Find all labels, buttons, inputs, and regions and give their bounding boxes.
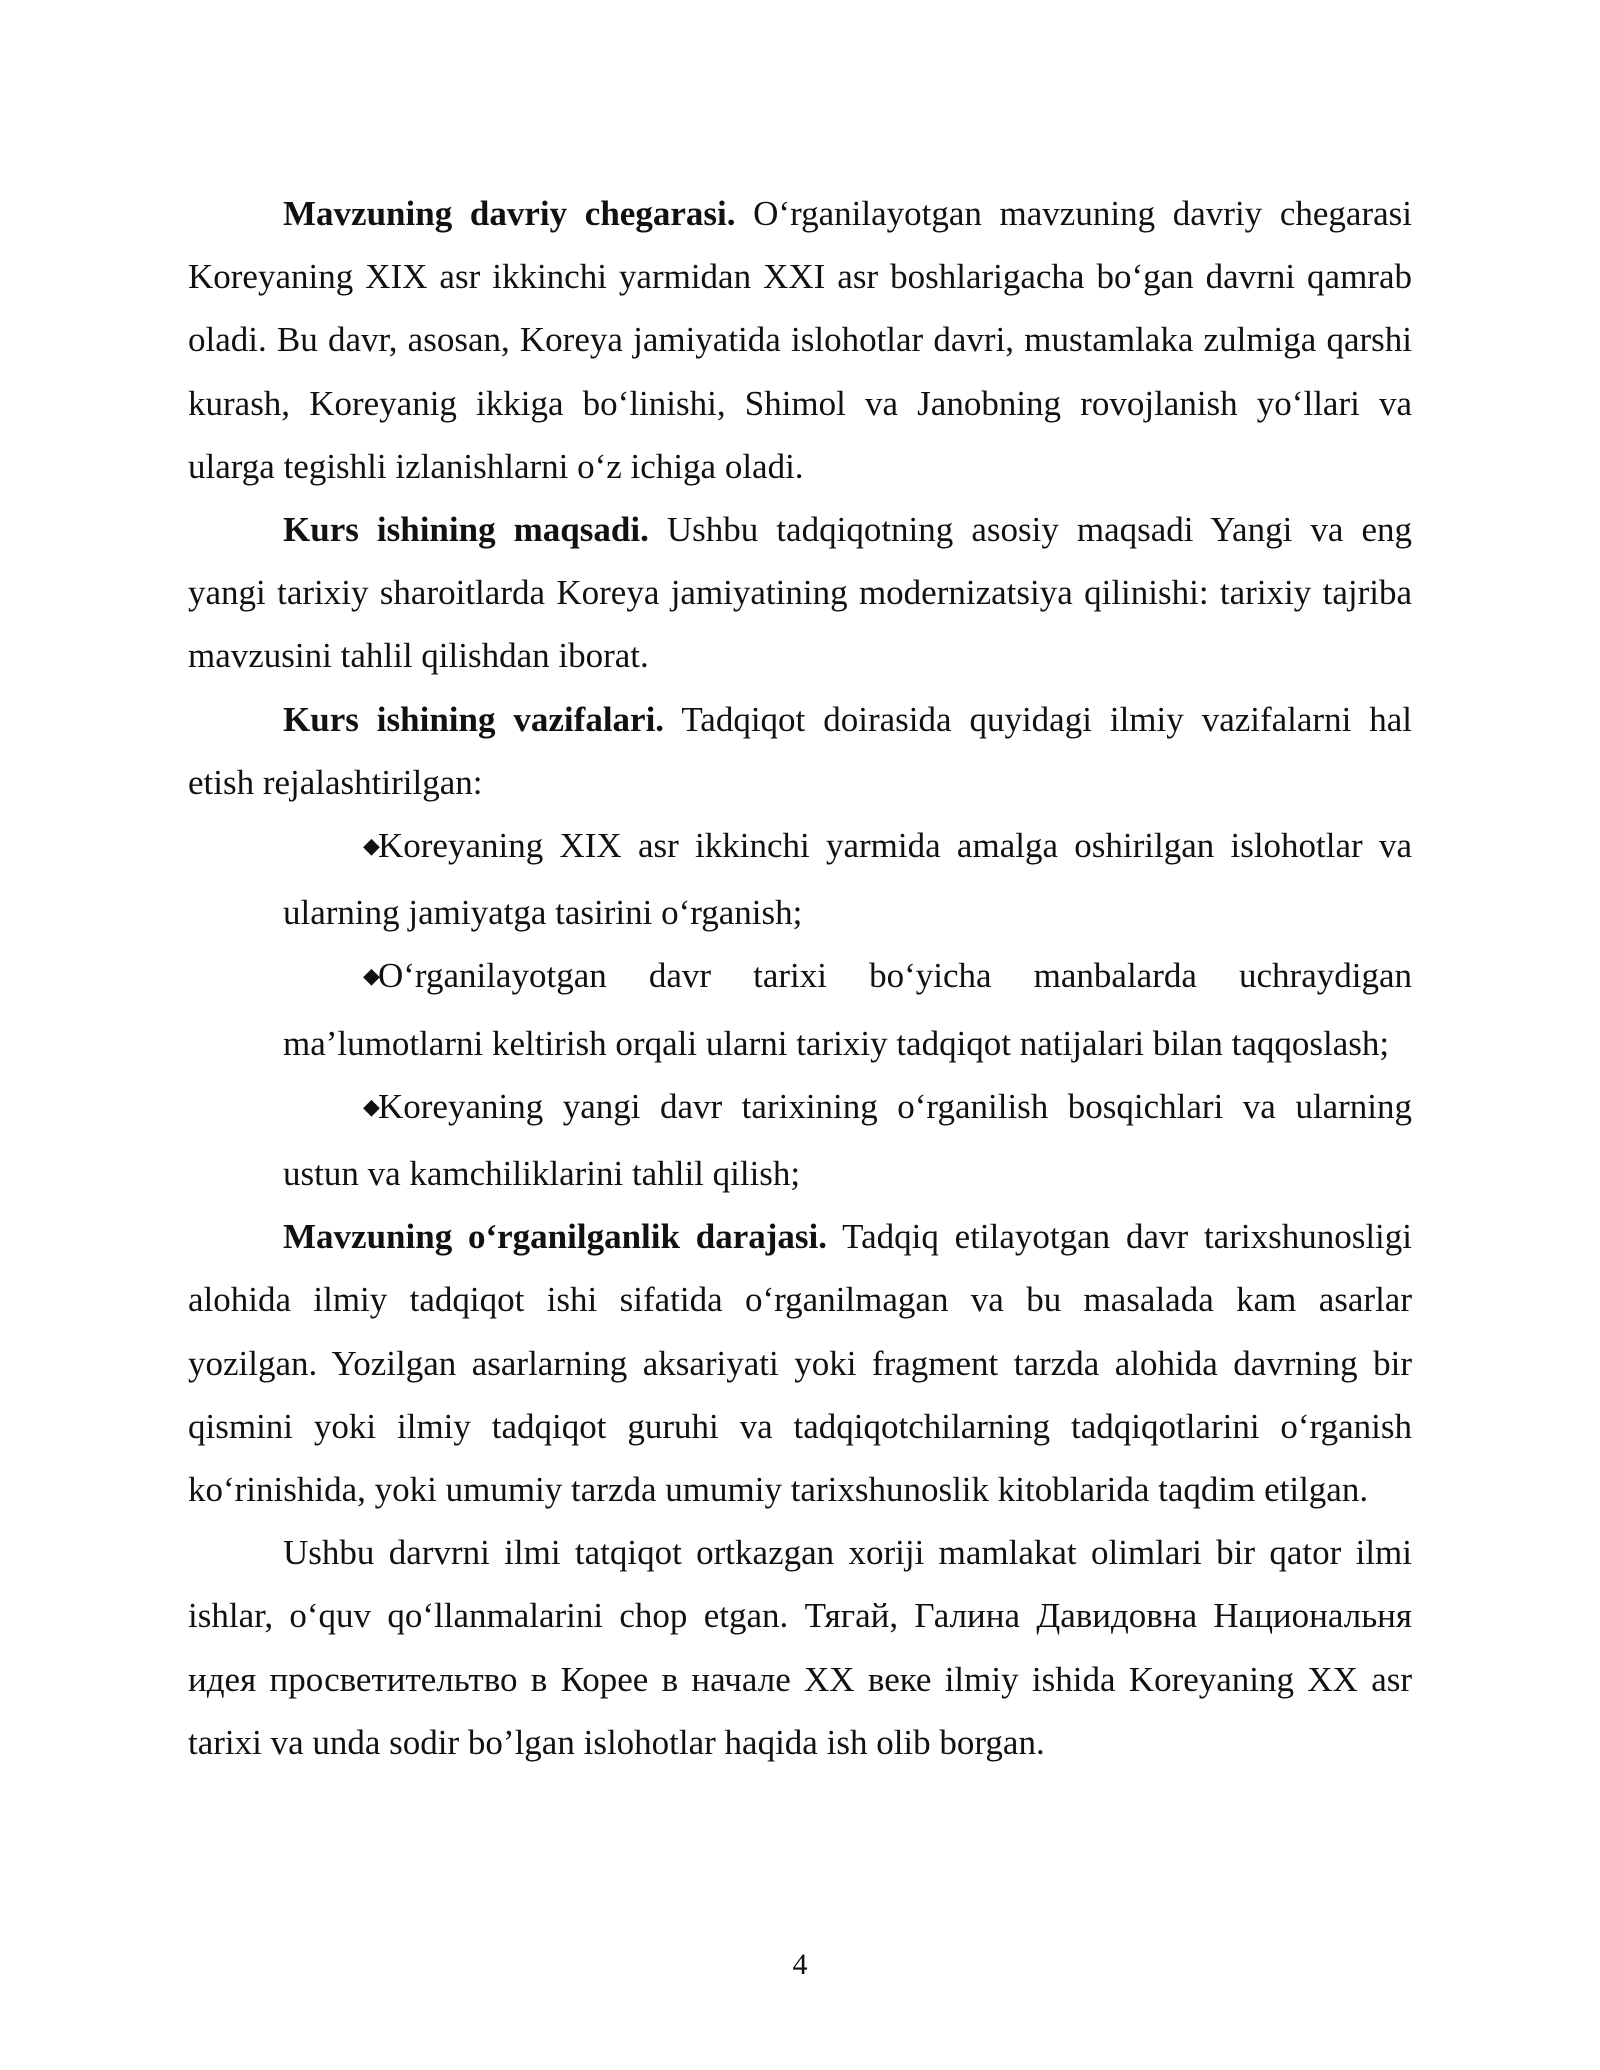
heading-course-goal: Kurs ishining maqsadi. (283, 510, 649, 550)
document-page (188, 182, 1412, 1774)
paragraph-course-goal (188, 498, 1412, 688)
paragraph-study-level (188, 1205, 1412, 1521)
bullet-text: Koreyaning XIX asr ikkinchi yarmida amalga oshirilgan islohotlar va ularning jamiyatga tasirini o‘rganish; (283, 826, 1412, 933)
list-item: ◆Koreyaning XIX asr ikkinchi yarmida amalga oshirilgan islohotlar va ularning jamiyatga tasirini o‘rganish; (283, 826, 1412, 933)
heading-course-tasks: Kurs ishining vazifalari. (283, 699, 665, 739)
task-bullet-list (283, 814, 1412, 1205)
page-number: 4 (792, 1948, 808, 1981)
heading-period-scope: Mavzuning davriy chegarasi. (283, 194, 736, 233)
heading-study-level: Mavzuning o‘rganilganlik darajasi. (283, 1217, 828, 1257)
paragraph-period-scope (188, 182, 1412, 498)
text-study-level: Tadqiq etilayotgan davr tarixshunosligi alohida ilmiy tadqiqot ishi sifatida o‘rganilmagan va bu masalada kam asarlar yozilgan. Yozilgan asarlarning aksariyati yoki fragment tarzda alohida davrning bir qismini yoki ilmiy tadqiqot guruhi va tadqiqotchilarning tadqiqotlarini o‘rganish ko‘rinishida, yoki umumiy tarzda umumiy tarixshunoslik kitoblarida taqdim etilgan. (188, 1217, 1412, 1510)
bullet-text: O‘rganilayotgan davr tarixi bo‘yicha manbalarda uchraydigan ma’lumotlarni keltirish orqali ularni tarixiy tadqiqot natijalari bilan taqqoslash; (283, 956, 1412, 1063)
list-item: ◆Koreyaning yangi davr tarixining o‘rganilish bosqichlari va ularning ustun va kamchiliklarini tahlil qilish; (283, 1086, 1412, 1194)
paragraph-foreign-scholars (188, 1521, 1412, 1774)
bullet-text: Koreyaning yangi davr tarixining o‘rganilish bosqichlari va ularning ustun va kamchiliklarini tahlil qilish; (283, 1086, 1412, 1194)
text-period-scope: O‘rganilayotgan mavzuning davriy chegarasi Koreyaning XIX asr ikkinchi yarmidan XXI asr boshlarigacha bo‘gan davrni qamrab oladi. Bu davr, asosan, Koreya jamiyatida islohotlar davri, mustamlaka zulmiga qarshi kurash, Koreyanig ikkiga bo‘linishi, Shimol va Janobning rovojlanish yo‘llari va ularga tegishli izlanishlarni o‘z ichiga oladi. (188, 194, 1412, 486)
list-item: ◆O‘rganilayotgan davr tarixi bo‘yicha manbalarda uchraydigan ma’lumotlarni keltirish orqali ularni tarixiy tadqiqot natijalari bilan taqqoslash; (283, 956, 1412, 1063)
paragraph-course-tasks (188, 688, 1412, 814)
text-course-tasks: Tadqiqot doirasida quyidagi ilmiy vazifalarni hal etish rejalashtirilgan: (188, 699, 1413, 802)
text-foreign-scholars: Ushbu darvrni ilmi tatqiqot ortkazgan xoriji mamlakat olimlari bir qator ilmi ishlar, o‘quv qo‘llanmalarini chop etgan. Тягай, Галина Давидовна Национальня идея просветительтво в Корее в начале ХХ веке ilmiy ishida Koreyaning XX asr tarixi va unda sodir bo’lgan islohotlar haqida ish olib borgan. (188, 1533, 1412, 1762)
text-course-goal: Ushbu tadqiqotning asosiy maqsadi Yangi va eng yangi tarixiy sharoitlarda Koreya jamiyatining modernizatsiya qilinishi: tarixiy tajriba mavzusini tahlil qilishdan iborat. (188, 510, 1412, 676)
